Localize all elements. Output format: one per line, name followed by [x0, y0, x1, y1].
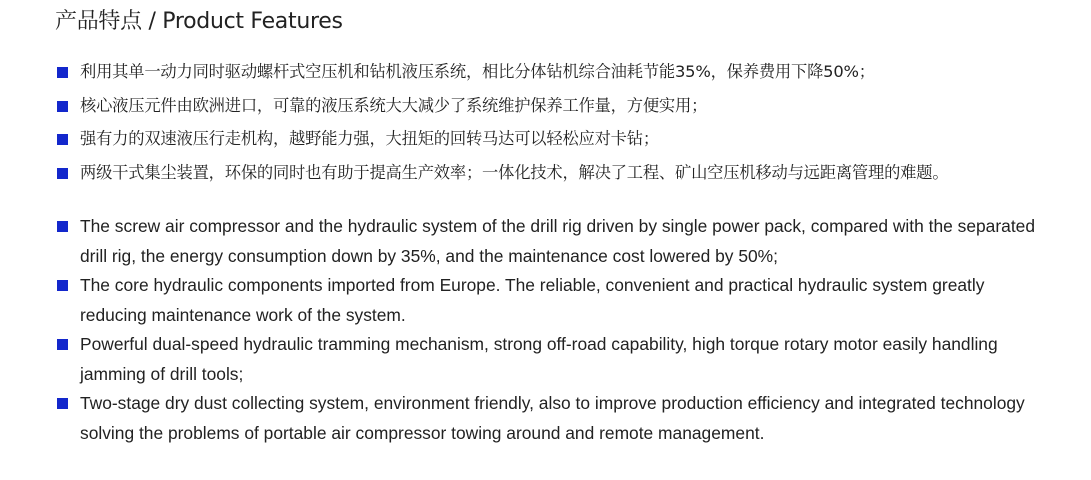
feature-text: The core hydraulic components imported from Europe. The reliable, convenient and practical hydraulic system greatly reducing maintenance work of the system.	[80, 275, 985, 325]
list-item	[55, 212, 1045, 271]
feature-text: 利用其单一动力同时驱动螺杆式空压机和钻机液压系统，相比分体钻机综合油耗节能35%，保养费用下降50%；	[80, 62, 875, 81]
square-bullet-icon	[57, 101, 68, 112]
list-item	[55, 389, 1045, 448]
square-bullet-icon	[57, 221, 68, 232]
square-bullet-icon	[57, 134, 68, 145]
square-bullet-icon	[57, 67, 68, 78]
list-item	[55, 128, 1055, 150]
square-bullet-icon	[57, 398, 68, 409]
feature-text: 强有力的双速液压行走机构，越野能力强，大扭矩的回转马达可以轻松应对卡钻；	[80, 129, 659, 149]
list-item	[55, 271, 1045, 330]
list-item	[55, 162, 1055, 184]
list-item	[55, 61, 1055, 83]
square-bullet-icon	[57, 168, 68, 179]
list-item	[55, 330, 1045, 389]
chinese-feature-list	[55, 61, 1055, 196]
section-title: 产品特点 / Product Features	[55, 9, 343, 34]
square-bullet-icon	[57, 339, 68, 350]
square-bullet-icon	[57, 280, 68, 291]
feature-text: Two-stage dry dust collecting system, environment friendly, also to improve production efficiency and integrated technology solving the problems of portable air compressor towing around and remote management.	[80, 393, 1025, 443]
feature-text: 两级干式集尘装置，环保的同时也有助于提高生产效率；一体化技术，解决了工程、矿山空压机移动与远距离管理的难题。	[80, 163, 949, 183]
english-feature-list	[55, 212, 1045, 448]
feature-text: 核心液压元件由欧洲进口，可靠的液压系统大大减少了系统维护保养工作量，方便实用；	[80, 95, 708, 115]
list-item	[55, 95, 1055, 117]
feature-text: Powerful dual-speed hydraulic tramming mechanism, strong off-road capability, high torque rotary motor easily handling jamming of drill tools;	[80, 334, 998, 384]
feature-text: The screw air compressor and the hydraulic system of the drill rig driven by single power pack, compared with the separated drill rig, the energy consumption down by 35%, and the maintenance cost lowered by 50%;	[80, 216, 1035, 266]
